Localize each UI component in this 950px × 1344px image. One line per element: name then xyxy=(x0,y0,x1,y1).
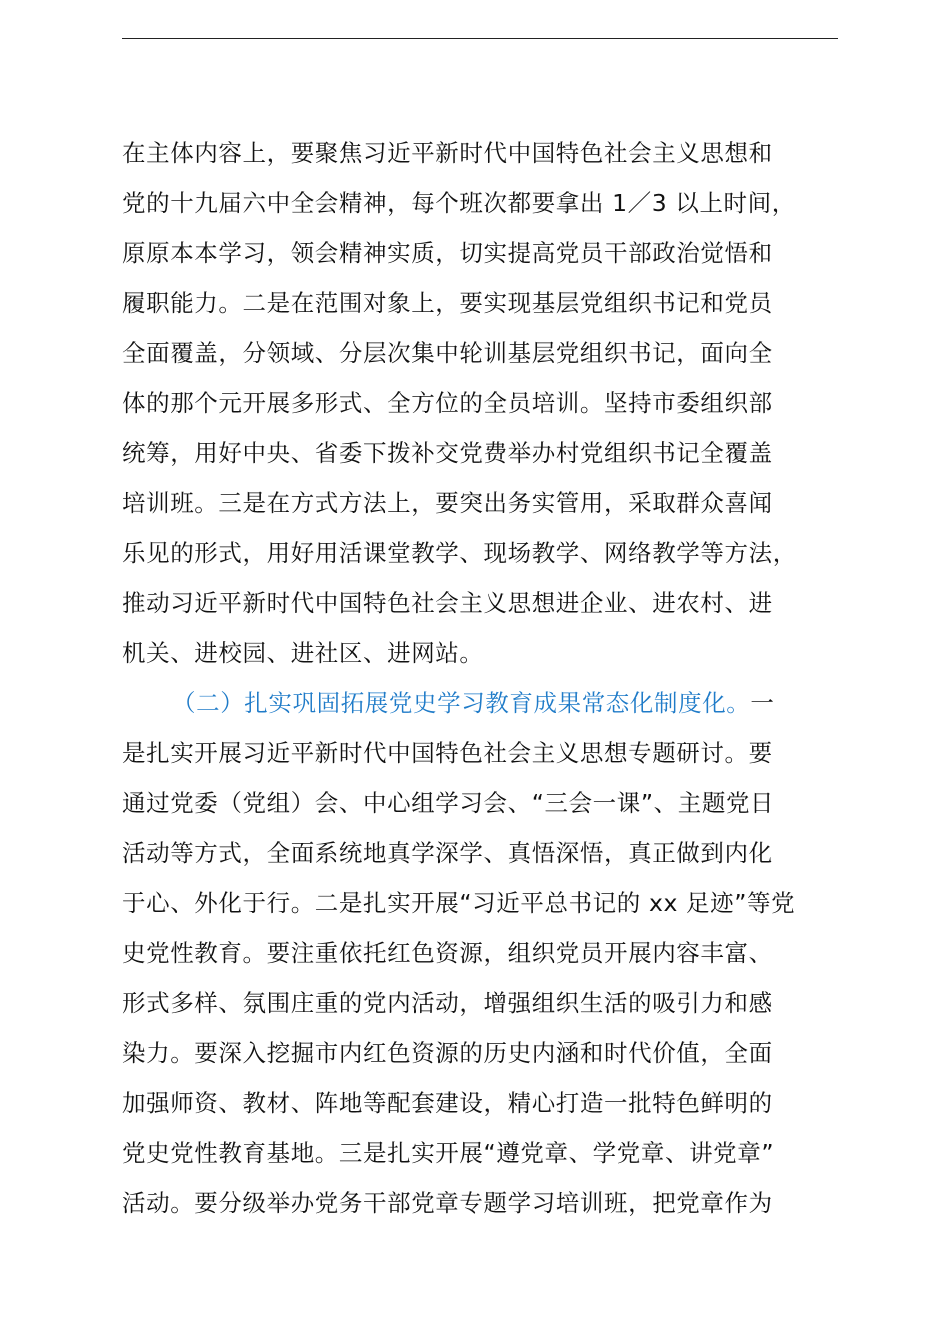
section-heading: （二）扎实巩固拓展党史学习教育成果常态化制度化。 xyxy=(172,689,751,717)
text-line: 活动。要分级举办党务干部党章专题学习培训班，把党章作为 xyxy=(122,1189,773,1217)
text-line: 原原本本学习，领会精神实质，切实提高党员干部政治觉悟和 xyxy=(122,239,773,267)
text-line: 党史党性教育基地。三是扎实开展“遵党章、学党章、讲党章” xyxy=(122,1139,775,1167)
text-line: 体的那个元开展多形式、全方位的全员培训。坚持市委组织部 xyxy=(122,389,773,417)
text-line: 史党性教育。要注重依托红色资源，组织党员开展内容丰富、 xyxy=(122,939,773,967)
text-line: 形式多样、氛围庄重的党内活动，增强组织生活的吸引力和感 xyxy=(122,989,773,1017)
text-line: 全面覆盖，分领域、分层次集中轮训基层党组织书记，面向全 xyxy=(122,339,773,367)
text-line: 乐见的形式，用好用活课堂教学、现场教学、网络教学等方法， xyxy=(122,539,797,567)
text-line: 是扎实开展习近平新时代中国特色社会主义思想专题研讨。要 xyxy=(122,739,773,767)
text-line: 加强师资、教材、阵地等配套建设，精心打造一批特色鲜明的 xyxy=(122,1089,773,1117)
section-heading-line xyxy=(172,678,775,728)
text-line: 机关、进校园、进社区、进网站。 xyxy=(122,639,484,667)
text-line: 统筹，用好中央、省委下拨补交党费举办村党组织书记全覆盖 xyxy=(122,439,773,467)
text-line: 培训班。三是在方式方法上，要突出务实管用，采取群众喜闻 xyxy=(122,489,773,517)
text-line: 于心、外化于行。二是扎实开展“习近平总书记的 xx 足迹”等党 xyxy=(122,889,796,917)
text-line: 活动等方式，全面系统地真学深学、真悟深悟，真正做到内化 xyxy=(122,839,773,867)
text-line: 在主体内容上，要聚焦习近平新时代中国特色社会主义思想和 xyxy=(122,139,773,167)
text-line: 染力。要深入挖掘市内红色资源的历史内涵和时代价值，全面 xyxy=(122,1039,773,1067)
text-line: 通过党委（党组）会、中心组学习会、“三会一课”、主题党日 xyxy=(122,789,775,817)
text-line: 推动习近平新时代中国特色社会主义思想进企业、进农村、进 xyxy=(122,589,773,617)
header-rule xyxy=(122,38,838,39)
section-heading-tail: 一 xyxy=(750,689,775,717)
text-line: 党的十九届六中全会精神，每个班次都要拿出 1／3 以上时间， xyxy=(122,189,796,217)
text-line: 履职能力。二是在范围对象上，要实现基层党组织书记和党员 xyxy=(122,289,773,317)
